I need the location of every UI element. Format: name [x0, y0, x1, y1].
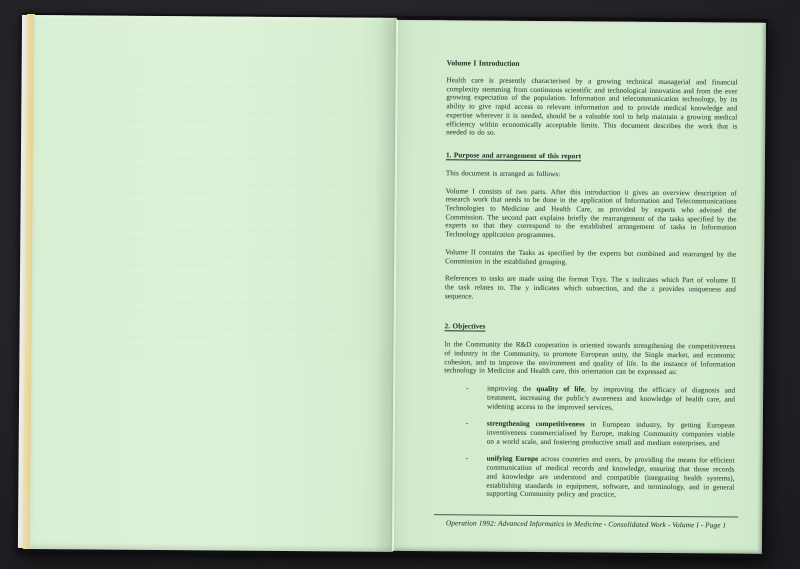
- section1-heading: 1. Purpose and arrangement of this report: [445, 151, 582, 161]
- section1-paragraph-1: This document is arranged as follows:: [445, 169, 561, 179]
- bullet-text-rest: , by improving the efficacy of diagnosis and treatment, increasing the public's awareness and knowledge of health care, and widening access to the improved services,: [486, 385, 736, 412]
- bullet-text-rest: in European industry, by getting European inventiveness commercialised by Europe, making Community companies viable on a world scale, and fostering productive small and medium enterprises, and: [486, 420, 735, 448]
- page-title: Volume I Introduction: [446, 58, 520, 68]
- bullet-text-bold: unifying Europe: [486, 454, 539, 464]
- bullet-item-competitiveness: [444, 420, 735, 448]
- bullet-dash: -: [465, 454, 469, 463]
- section2-heading: 2. Objectives: [444, 322, 486, 331]
- bullet-text: [487, 385, 735, 413]
- page-content: [393, 20, 766, 510]
- left-page-showthrough: [76, 57, 368, 359]
- footer-running-title: Operation 1992: Advanced Informatics in Medicine - Consolidated Work - Volume I - Page 1: [445, 518, 727, 530]
- bullet-text: [487, 420, 735, 448]
- bullet-item-quality-of-life: [444, 384, 735, 412]
- bullet-text-pre: improving the: [487, 384, 537, 394]
- section2-paragraph-1: In the Community the R&D cooperation is oriented towards strengthening the competitiveness of industry in the Community, to promote European unity, the Single market, and economic cohesion, and to improve the environment and quality of life. In the instance of Information technology in Medicine and Health care, this orientation can be expressed as:: [444, 340, 736, 377]
- left-page-blank: [30, 15, 397, 552]
- section1-paragraph-2: Volume I consists of two parts. After this introduction it gives an overview description of research work that needs to be done in the application of Information and Telecommunications Technologies to Medicine and Health Care, as provided by experts who advised the Commission. The second part explains briefly the rearrangement of the tasks specified by the experts so that they correspond to the established arrangement of tasks in Information Technology application programmes.: [445, 186, 737, 240]
- bullet-text-rest: across countries and users, by providing the means for efficient communication of medical records and knowledge, ensuring that those records and knowledge are understood and compatible (integrating health systems), establishing standards in equipment, software, and terminology, and in general supporting Community policy and practice,: [486, 455, 735, 499]
- bullet-text: [486, 455, 734, 500]
- intro-paragraph: Health care is presently characterised by a growing technical managerial and financial complexity stemming from continuous scientific and technological innovation and from the ever growing expectation of the population. Information and telecommunication technology, by its ability to give rapid access to relevant information and to provide medical knowledge and expertise wherever it is needed, should be a valuable tool to help maintain a growing medical efficiency within economically acceptable limits. This document describes the work that is needed to do so.: [446, 76, 738, 137]
- page-footer: [434, 514, 738, 529]
- right-page: [393, 20, 766, 554]
- bullet-dash: -: [465, 419, 469, 428]
- bullet-item-unifying-europe: [443, 455, 734, 501]
- bullet-dash: -: [466, 384, 469, 393]
- open-book: [18, 13, 768, 558]
- bullet-text-bold: strengthening competitiveness: [486, 419, 585, 429]
- section1-paragraph-3: Volume II contains the Tasks as specified by the experts but combined and rearranged by the Commission in the established grouping.: [445, 248, 737, 266]
- section1-paragraph-4: References to tasks are made using the format Txyz. The x indicates which Part of volume II the task relates to. The y indicates which subsection, and the z provides uniqueness and sequence.: [444, 274, 737, 301]
- bullet-text-bold: quality of life: [536, 385, 585, 394]
